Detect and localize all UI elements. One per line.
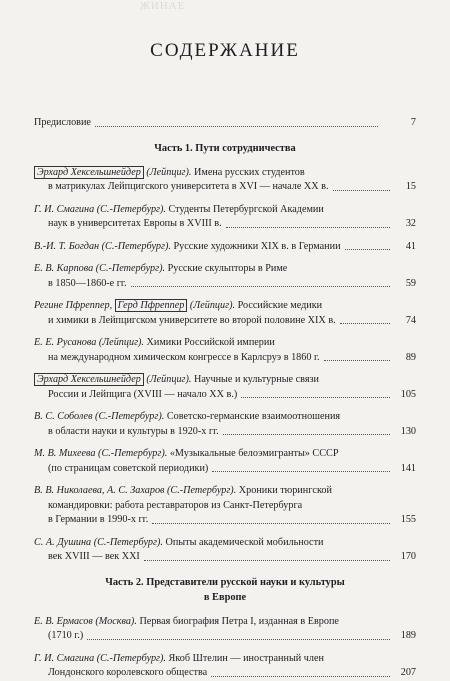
- toc-entry[interactable]: Е. В. Карпова (С.-Петербург). Русские скульпторы в Риме в 1850—1860-е гг. 59: [34, 262, 416, 291]
- toc-entry[interactable]: С. А. Душина (С.-Петербург). Опыты академической мобильности век XVIII — век XXI 170: [34, 536, 416, 565]
- toc-entry[interactable]: М. В. Михеева (С.-Петербург). «Музыкальные белоэмигранты» СССР (по страницам советской периодики) 141: [34, 447, 416, 476]
- dot-leader: [95, 126, 378, 127]
- page-number: 59: [405, 277, 416, 289]
- page-number: 32: [405, 218, 416, 229]
- toc-entry[interactable]: Эрхард Хексельшнейдер (Лейпциг). Научные и культурные связи России и Лейпцига (XVIII — начало XX в.) 105: [34, 373, 416, 402]
- page-number: 130: [400, 425, 416, 437]
- toc-entry[interactable]: Е. В. Ермасов (Москва). Первая биография Петра I, изданная в Европе (1710 г.) 189: [34, 615, 416, 644]
- toc-entry[interactable]: Е. Е. Русанова (Лейпциг). Химики Российской империи на международном химическом конгрессе в Карлсруэ в 1860 г. 89: [34, 336, 416, 365]
- page-number: 170: [400, 551, 416, 562]
- page-number: 41: [405, 240, 416, 252]
- toc-entry[interactable]: Г. И. Смагина (С.-Петербург). Якоб Штелин — иностранный член Лондонского королевского общества 207: [34, 652, 416, 681]
- page-number: 207: [400, 667, 416, 678]
- toc-entry[interactable]: Г. И. Смагина (С.-Петербург). Студенты Петербургской Академии наук в университетах Европы в XVIII в. 32: [34, 203, 416, 232]
- author-name: Эрхард Хексельшнейдер: [34, 373, 144, 386]
- part-heading: Часть 1. Пути сотрудничества: [154, 142, 296, 154]
- page-number: 74: [405, 314, 416, 326]
- page-title: СОДЕРЖАНИЕ: [150, 40, 300, 61]
- page-number: 105: [400, 388, 416, 400]
- toc-entry[interactable]: В. С. Соболев (С.-Петербург). Советско-германские взаимоотношения в области науки и культуры в 1920-х гг. 130: [34, 410, 416, 439]
- page-number: 141: [400, 462, 416, 474]
- page-number: 7: [410, 117, 416, 128]
- toc-entry[interactable]: Эрхард Хексельшнейдер (Лейпциг). Имена русских студентов в матрикулах Лейпцигского университета в XVI — начале XX в. 15: [34, 166, 416, 195]
- page-number: 155: [400, 514, 416, 525]
- toc-entry[interactable]: В. В. Николаева, А. С. Захаров (С.-Петербург). Хроники тюрингской командировки: работа реставраторов из Санкт-Петербурга в Германии в 1990-х гг. 155: [34, 484, 416, 528]
- table-of-contents: [34, 116, 416, 681]
- page-number: 189: [400, 630, 416, 641]
- author-name: Эрхард Хексельшнейдер: [34, 166, 144, 179]
- author-name: Герд Пфреппер: [115, 299, 188, 312]
- entry-title: Предисловие: [34, 117, 91, 128]
- toc-entry-preface[interactable]: [34, 116, 416, 131]
- toc-entry[interactable]: В.-И. Т. Богдан (С.-Петербург). Русские художники XIX в. в Германии 41: [34, 240, 416, 255]
- bleed-through-text: ЖИНАЕ: [140, 0, 186, 12]
- page-number: 15: [405, 181, 416, 192]
- part-heading: Часть 2. Представители русской науки и культуры в Европе: [105, 576, 345, 603]
- toc-entry[interactable]: Регине Пфреппер, Герд Пфреппер (Лейпциг). Российские медики и химики в Лейпцигском университете во второй половине XIX в. 74: [34, 299, 416, 328]
- page-number: 89: [405, 351, 416, 363]
